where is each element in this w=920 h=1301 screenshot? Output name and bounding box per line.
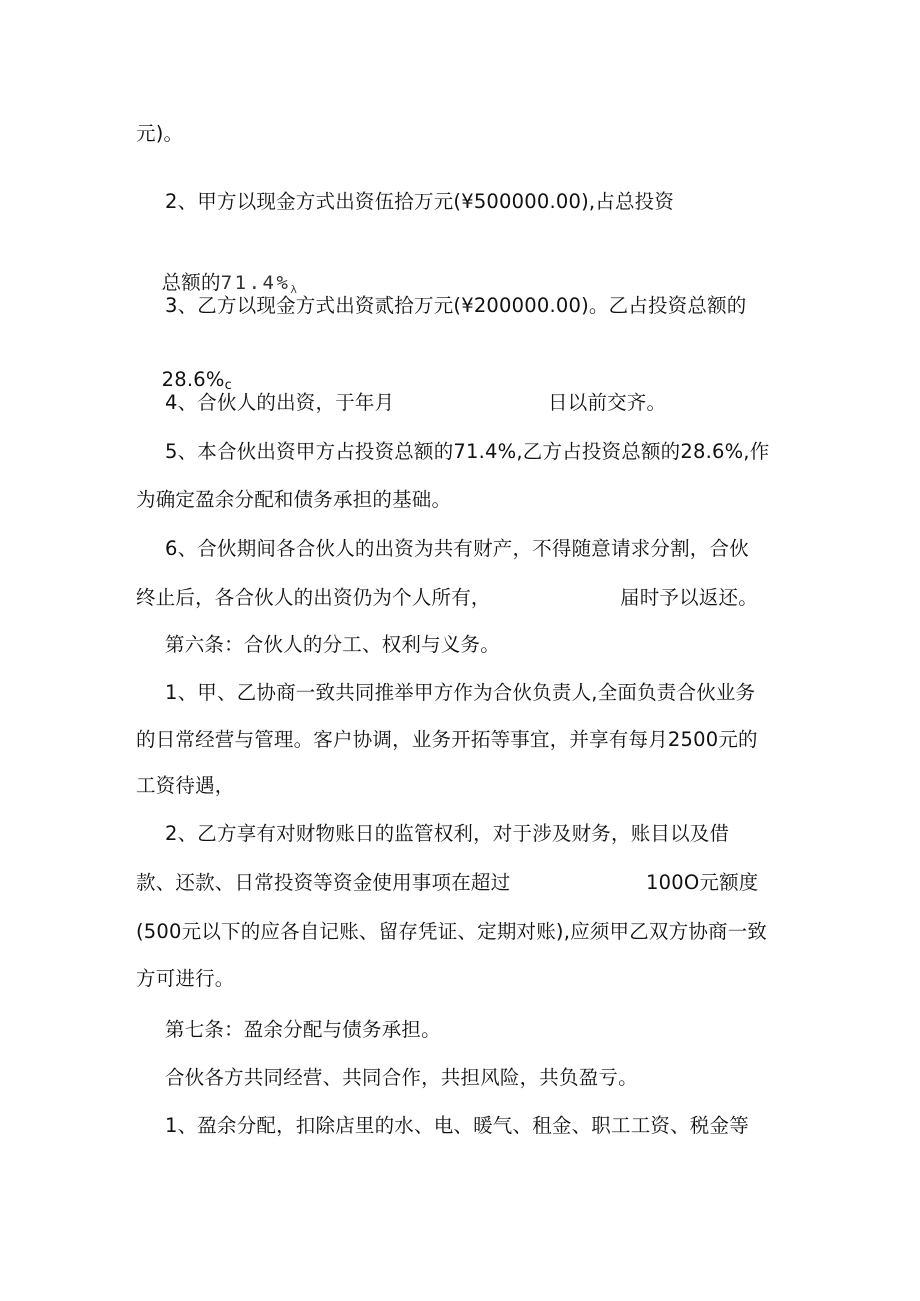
text-line: 为确定盈余分配和债务承担的基础。 xyxy=(136,488,452,511)
text-line: 日以前交齐。 xyxy=(548,391,667,414)
text-line: 1、甲、乙协商一致共同推举甲方作为合伙负责人,全面负责合伙业务 xyxy=(165,681,756,704)
ocr-artifact: c xyxy=(224,378,232,393)
text-line: 2、甲方以现金方式出资伍拾万元(¥500000.00),占总投资 xyxy=(165,190,675,213)
text-line: 3、乙方以现金方式出资贰拾万元(¥200000.00)。乙占投资总额的 xyxy=(165,294,747,317)
text-line: 款、还款、日常投资等资金使用事项在超过 xyxy=(136,871,511,894)
section-heading: 第七条：盈余分配与债务承担。 xyxy=(165,1018,441,1041)
text-line: 的日常经营与管理。客户协调，业务开拓等事宜，并享有每月2500元的 xyxy=(136,728,758,751)
text-line: 1、盈余分配，扣除店里的水、电、暖气、租金、职工工资、税金等 xyxy=(165,1114,749,1137)
text-line: 5、本合伙出资甲方占投资总额的71.4%,乙方占投资总额的28.6%,作 xyxy=(165,440,770,463)
text-line: (500元以下的应各自记账、留存凭证、定期对账),应须甲乙双方协商一致 xyxy=(136,920,768,943)
text-line: 工资待遇， xyxy=(136,774,235,797)
text-segment: 总额的 xyxy=(161,271,221,294)
ocr-artifact: λ xyxy=(290,283,298,296)
section-heading: 第六条：合伙人的分工、权利与义务。 xyxy=(165,633,500,656)
ocr-percentage: 71.4% xyxy=(220,272,291,294)
text-line: 4、合伙人的出资，于年月 xyxy=(165,391,395,414)
text-line: 元)。 xyxy=(136,122,184,145)
text-line: 届时予以返还。 xyxy=(620,586,758,609)
percentage-value: 28.6% xyxy=(161,368,225,391)
text-line: 100O元额度 xyxy=(646,871,759,894)
text-line: 6、合伙期间各合伙人的出资为共有财产，不得随意请求分割，合伙 xyxy=(165,537,749,560)
text-line: 2、乙方享有对财物账日的监管权利，对于涉及财务，账目以及借 xyxy=(165,822,730,845)
text-line: 合伙各方共同经营、共同合作，共担风险，共负盈亏。 xyxy=(165,1066,638,1089)
text-line: 终止后，各合伙人的出资仍为个人所有， xyxy=(136,586,491,609)
text-line: 方可进行。 xyxy=(136,967,235,990)
